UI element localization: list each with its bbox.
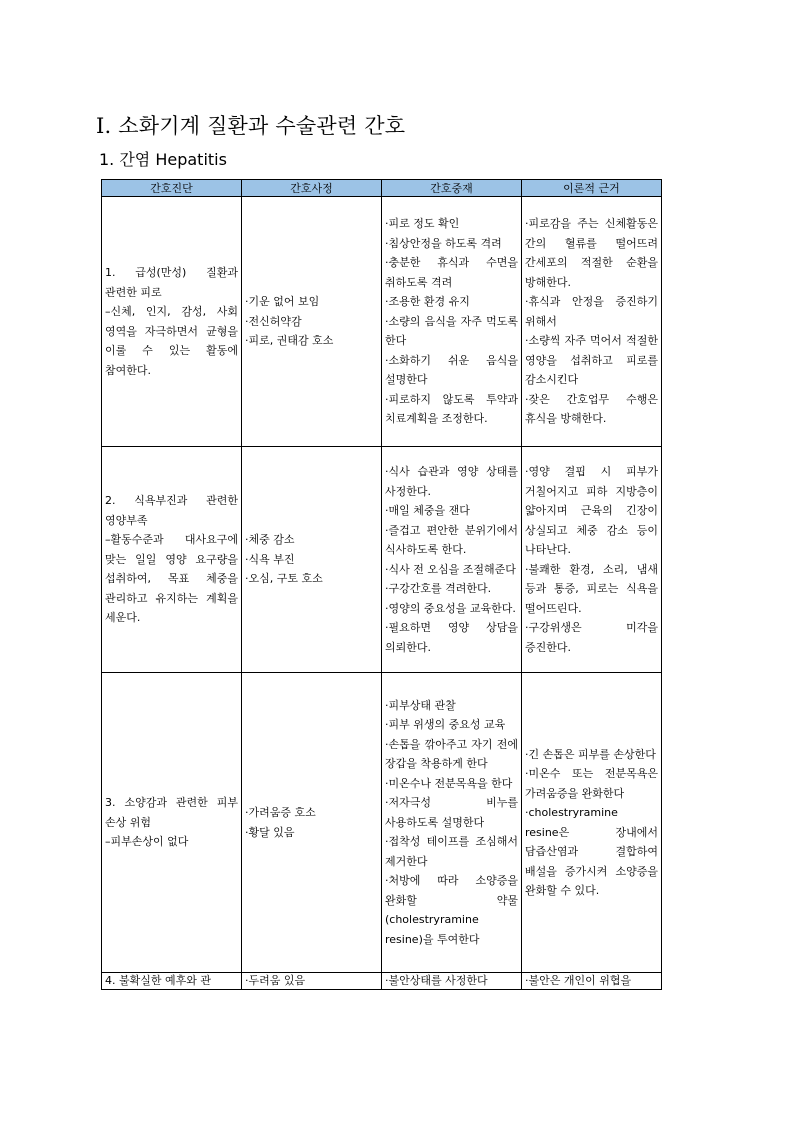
intervention-item: ·침상안정을 하도록 격려 [385, 236, 502, 250]
rationale-item: ·휴식과 안정을 증진하기 위해서 [525, 295, 658, 328]
intervention-item: ·구강간호를 격려한다. [385, 582, 492, 595]
table-row [102, 197, 662, 447]
diagnosis-cell [102, 197, 242, 447]
rationale-item: ·미온수 또는 전분목욕은 가려움증을 완화한다 [525, 767, 658, 800]
rationale-item: ·영양 결핍 시 피부가 거칠어지고 피하 지방층이 얇아지며 근육의 긴장이 상실되고 체중 감소 등이 나타난다. [525, 465, 658, 556]
intervention-item: ·피로 정도 확인 [385, 217, 460, 231]
assessment-cell [242, 447, 382, 673]
diagnosis-title: 4. 불확실한 예후와 관 [105, 974, 211, 987]
assessment-item: ·황달 있음 [245, 825, 295, 839]
interventions-cell [382, 673, 522, 973]
diagnosis-goal: –피부손상이 없다 [105, 835, 189, 849]
header-rationale: 이론적 근거 [522, 180, 662, 197]
assessment-item: ·기운 없어 보임 [245, 295, 320, 309]
intervention-item: ·피부상태 관찰 [385, 698, 456, 712]
rationale-cell [522, 447, 662, 673]
diagnosis-goal: –신체, 인지, 감성, 사회 영역을 자극하면서 균형을 이룰 수 있는 활동에 참여한다. [105, 305, 238, 377]
header-assessment: 간호사정 [242, 180, 382, 197]
assessment-cell [242, 197, 382, 447]
diagnosis-cell [102, 973, 242, 990]
rationale-item: ·불쾌한 환경, 소리, 냄새 등과 통증, 피로는 식욕을 떨어뜨린다. [525, 562, 658, 615]
rationale-cell [522, 673, 662, 973]
intervention-item: ·즐겁고 편안한 분위기에서 식사하도록 한다. [385, 523, 518, 556]
rationale-item: ·불안은 개인이 위협을 [525, 974, 632, 987]
diagnosis-goal: –활동수준과 대사요구에 맞는 일일 영양 요구량을 섭취하여, 목표 체중을 관리하고 유지하는 계획을 세운다. [105, 533, 238, 625]
rationale-item: ·소량씩 자주 먹어서 적절한 영양을 섭취하고 피로를 감소시킨다 [525, 334, 658, 387]
intervention-item: ·접착성 테이프를 조심해서 제거한다 [385, 835, 518, 868]
page-title: I. 소화기계 질환과 수술관련 간호 [96, 114, 406, 138]
diagnosis-cell [102, 673, 242, 973]
rationale-cell [522, 197, 662, 447]
assessment-item: ·오심, 구토 호소 [245, 572, 323, 586]
intervention-item: ·충분한 휴식과 수면을 취하도록 격려 [385, 256, 518, 289]
intervention-item: ·처방에 따라 소양증을 완화할 약물(cholestryramine resine)을 투여한다 [385, 874, 518, 946]
rationale-item: ·잦은 간호업무 수행은 휴식을 방해한다. [525, 392, 658, 426]
assessment-item: ·전신허약감 [245, 314, 302, 328]
assessment-item: ·체중 감소 [245, 533, 295, 547]
assessment-item: ·가려움증 호소 [245, 806, 316, 819]
intervention-item: ·영양의 중요성을 교육한다. [385, 601, 516, 615]
diagnosis-title: 2. 식욕부진과 관련한 영양부족 [105, 494, 238, 527]
diagnosis-title: 3. 소양감과 관련한 피부 손상 위험 [105, 796, 238, 829]
intervention-item: ·매일 체중을 잰다 [385, 504, 470, 517]
intervention-item: ·소화하기 쉬운 음식을 설명한다 [385, 353, 518, 387]
assessment-item: ·피로, 권태감 호소 [245, 334, 334, 348]
intervention-item: ·소량의 음식을 자주 먹도록 한다 [385, 314, 518, 348]
table-body [102, 197, 662, 990]
interventions-cell [382, 973, 522, 990]
intervention-item: ·손톱을 깎아주고 자기 전에 장갑을 착용하게 한다 [385, 737, 518, 771]
assessment-cell [242, 973, 382, 990]
diagnosis-title: 1. 급성(만성) 질환과 관련한 피로 [105, 266, 238, 299]
intervention-item: ·저자극성 비누를 사용하도록 설명한다 [385, 796, 518, 829]
interventions-cell [382, 447, 522, 673]
rationale-item: ·긴 손톱은 피부를 손상한다 [525, 747, 656, 761]
rationale-item: ·피로감을 주는 신체활동은 간의 혈류를 떨어뜨려 간세포의 적절한 순환을 방해한다. [525, 217, 658, 289]
assessment-item: ·두려움 있음 [245, 974, 306, 987]
interventions-cell [382, 197, 522, 447]
assessment-cell [242, 673, 382, 973]
header-diagnosis: 간호진단 [102, 180, 242, 197]
section-title: 1. 간염 Hepatitis [99, 150, 227, 169]
diagnosis-cell [102, 447, 242, 673]
intervention-item: ·식사 습관과 영양 상태를 사정한다. [385, 465, 518, 498]
intervention-item: ·미온수나 전분목욕을 한다 [385, 776, 513, 790]
intervention-item: ·필요하면 영양 상담을 의뢰한다. [385, 621, 518, 654]
intervention-item: ·피부 위생의 중요성 교육 [385, 718, 506, 732]
table-row [102, 447, 662, 673]
intervention-item: ·불안상태를 사정한다 [385, 974, 488, 987]
intervention-item: ·피로하지 않도록 투약과 치료계획을 조정한다. [385, 392, 518, 426]
intervention-item: ·조용한 환경 유지 [385, 295, 470, 309]
header-interventions: 간호중재 [382, 180, 522, 197]
rationale-item: ·cholestryramine resine은 장내에서 담즙산염과 결합하여 배설을 증가시켜 소양증을 완화할 수 있다. [525, 806, 658, 897]
rationale-cell [522, 973, 662, 990]
rationale-item: ·구강위생은 미각을 증진한다. [525, 621, 658, 654]
table-row [102, 973, 662, 990]
nursing-care-table [101, 179, 662, 990]
table-header-row [102, 180, 662, 197]
intervention-item: ·식사 전 오심을 조절해준다 [385, 562, 516, 576]
table-row [102, 673, 662, 973]
assessment-item: ·식욕 부진 [245, 552, 295, 566]
